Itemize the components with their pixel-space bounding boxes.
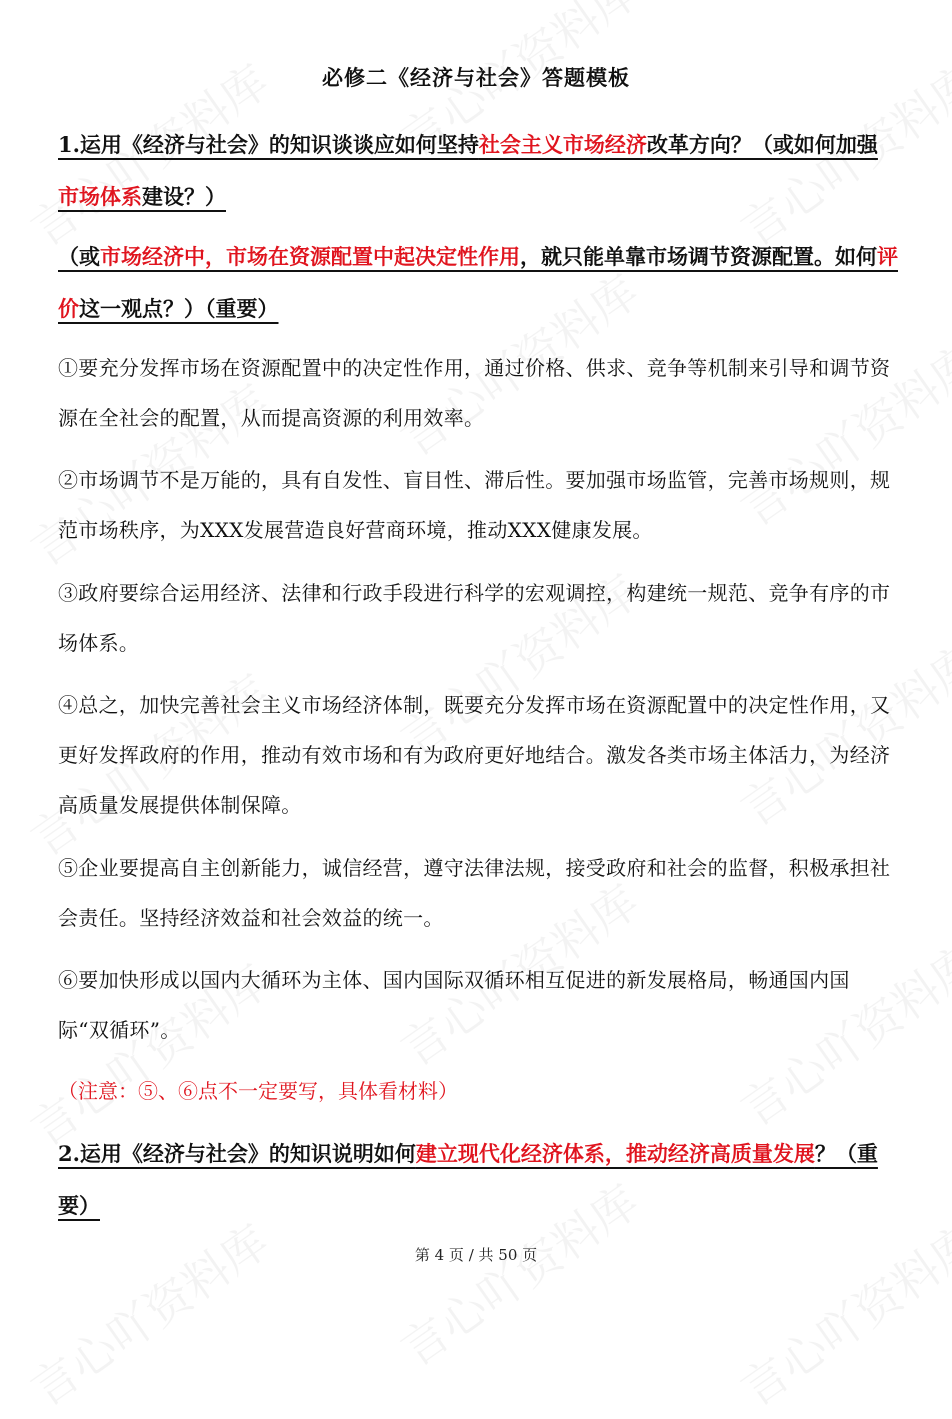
question-1-text: 改革方向？（或如何加强	[646, 132, 878, 157]
answer-point-5: ⑤企业要提高自主创新能力，诚信经营，遵守法律法规，接受政府和社会的监督，积极承担社会责任。坚持经济效益和社会效益的统一。	[58, 856, 891, 930]
question-2-text: ？（重要）	[58, 1141, 878, 1218]
question-1-alt-highlight: 评价	[58, 244, 898, 321]
question-2	[58, 1128, 898, 1232]
answer-point-4: ④总之，加快完善社会主义市场经济体制，既要充分发挥市场在资源配置中的决定性作用，又更好发挥政府的作用，推动有效市场和有为政府更好地结合。激发各类市场主体活力，为经济高质量发展提供体制保障。	[58, 693, 891, 817]
watermark	[16, 1207, 280, 1419]
question-1-alt-text: 这一观点？）（重要）	[79, 296, 279, 321]
question-1-alt-text: ，就只能单靠市场调节资源配置。如何	[520, 244, 877, 269]
question-1-alt-highlight: 市场经济中，市场在资源配置中起决定性作用	[100, 244, 520, 269]
answer-point-6: ⑥要加快形成以国内大循环为主体、国内国际双循环相互促进的新发展格局，畅通国内国际“双循环”。	[58, 968, 850, 1042]
question-2-highlight: 建立现代化经济体系，推动经济高质量发展	[415, 1141, 815, 1166]
answer-point-3: ③政府要综合运用经济、法律和行政手段进行科学的宏观调控，构建统一规范、竞争有序的市场体系。	[58, 581, 891, 655]
question-1	[58, 119, 898, 223]
question-2-text: 2.运用《经济与社会》的知识说明如何	[58, 1141, 416, 1166]
watermark	[726, 1207, 952, 1419]
question-1-text: 1.运用《经济与社会》的知识谈谈应如何坚持	[58, 132, 479, 157]
page-title: 必修二《经济与社会》答题模板	[322, 65, 630, 90]
question-1-text: 建设？）	[142, 184, 226, 209]
page-number: 第 4 页 / 共 50 页	[414, 1246, 538, 1264]
answer-point-1: ①要充分发挥市场在资源配置中的决定性作用，通过价格、供求、竞争等机制来引导和调节资源在全社会的配置，从而提高资源的利用效率。	[58, 356, 891, 430]
answer-point-2: ②市场调节不是万能的，具有自发性、盲目性、滞后性。要加强市场监管，完善市场规则，规范市场秩序，为XXX发展营造良好营商环境，推动XXX健康发展。	[58, 468, 891, 542]
question-1-highlight: 市场体系	[58, 184, 142, 209]
note: （注意：⑤、⑥点不一定要写，具体看材料）	[58, 1079, 458, 1103]
question-1-alt-text: （或	[58, 244, 100, 269]
question-1-alt	[58, 231, 898, 335]
question-1-highlight: 社会主义市场经济	[478, 132, 647, 157]
